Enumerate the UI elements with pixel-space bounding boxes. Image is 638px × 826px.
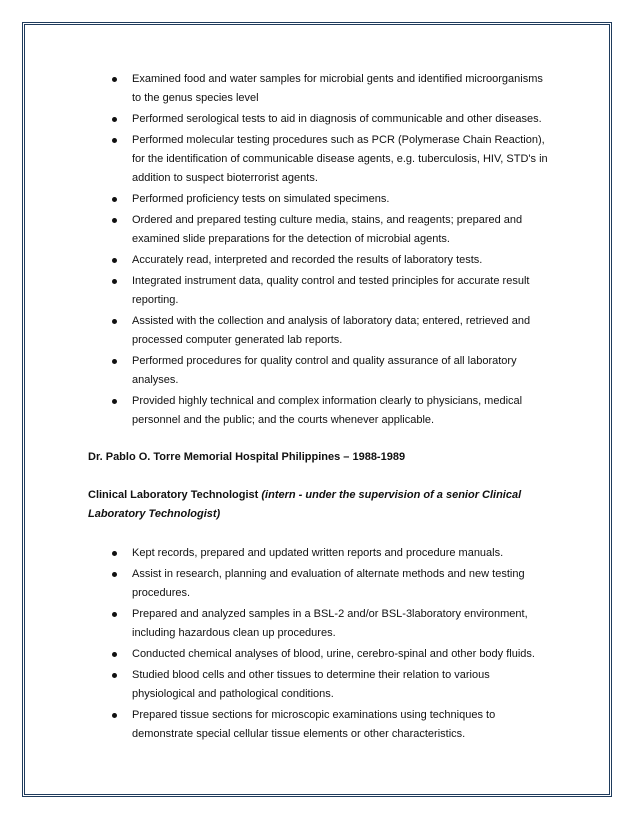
list-item-text: Performed molecular testing procedures such as PCR (Polymerase Chain Reaction), for the identification of communicable disease agents, e.g. tuberculosis, HIV, STD's in addition to suspect bioterrorist agents. (132, 134, 548, 184)
bullet-dot-icon (112, 218, 117, 223)
list-item-text: Integrated instrument data, quality control and tested principles for accurate result reporting. (132, 275, 530, 306)
list-item (88, 190, 548, 209)
bullet-dot-icon (112, 359, 117, 364)
bullet-dot-icon (112, 713, 117, 718)
list-item-text: Examined food and water samples for microbial gents and identified microorganisms to the genus species level (132, 73, 543, 104)
list-item-text: Prepared tissue sections for microscopic examinations using techniques to demonstrate special cellular tissue elements or other characteristics. (132, 709, 496, 740)
bullet-dot-icon (112, 258, 117, 263)
list-item-text: Performed serological tests to aid in diagnosis of communicable and other diseases. (132, 113, 542, 125)
employer-heading: Dr. Pablo O. Torre Memorial Hospital Philippines – 1988-1989 (88, 451, 406, 463)
bullet-dot-icon (112, 673, 117, 678)
position-heading (88, 486, 548, 524)
bullet-dot-icon (112, 551, 117, 556)
list-item (88, 565, 548, 603)
list-item-text: Assisted with the collection and analysis of laboratory data; entered, retrieved and processed computer generated lab reports. (132, 315, 531, 346)
bullet-dot-icon (112, 319, 117, 324)
list-item-text: Studied blood cells and other tissues to determine their relation to various physiological and pathological conditions. (132, 669, 490, 700)
list-item-text: Prepared and analyzed samples in a BSL-2 and/or BSL-3laboratory environment, including hazardous clean up procedures. (132, 608, 528, 639)
bullet-dot-icon (112, 77, 117, 82)
list-item (88, 110, 548, 129)
list-item-text: Performed procedures for quality control and quality assurance of all laboratory analyses. (132, 355, 517, 386)
list-item (88, 352, 548, 390)
duties-list-2 (88, 544, 548, 744)
bullet-dot-icon (112, 652, 117, 657)
list-item-text: Kept records, prepared and updated written reports and procedure manuals. (132, 547, 504, 559)
list-item (88, 666, 548, 704)
list-item (88, 251, 548, 270)
bullet-dot-icon (112, 279, 117, 284)
list-item-text: Ordered and prepared testing culture media, stains, and reagents; prepared and examined slide preparations for the detection of microbial agents. (132, 214, 523, 245)
list-item (88, 70, 548, 108)
position-title: Clinical Laboratory Technologist (88, 489, 259, 501)
list-item-text: Provided highly technical and complex information clearly to physicians, medical personnel and the public; and the courts whenever applicable. (132, 395, 523, 426)
bullet-dot-icon (112, 197, 117, 202)
bullet-dot-icon (112, 138, 117, 143)
resume-content (88, 70, 548, 746)
list-item (88, 706, 548, 744)
list-item (88, 392, 548, 430)
bullet-dot-icon (112, 117, 117, 122)
duties-list-1 (88, 70, 548, 430)
list-item (88, 211, 548, 249)
list-item (88, 312, 548, 350)
position-note: (intern - under the supervision of a senior Clinical Laboratory Technologist) (88, 489, 522, 520)
list-item-text: Assist in research, planning and evaluation of alternate methods and new testing procedures. (132, 568, 525, 599)
list-item-text: Conducted chemical analyses of blood, urine, cerebro-spinal and other body fluids. (132, 648, 535, 660)
list-item (88, 645, 548, 664)
list-item (88, 131, 548, 188)
bullet-dot-icon (112, 399, 117, 404)
list-item-text: Accurately read, interpreted and recorded the results of laboratory tests. (132, 254, 483, 266)
list-item (88, 272, 548, 310)
bullet-dot-icon (112, 612, 117, 617)
list-item-text: Performed proficiency tests on simulated specimens. (132, 193, 390, 205)
list-item (88, 544, 548, 563)
list-item (88, 605, 548, 643)
bullet-dot-icon (112, 572, 117, 577)
